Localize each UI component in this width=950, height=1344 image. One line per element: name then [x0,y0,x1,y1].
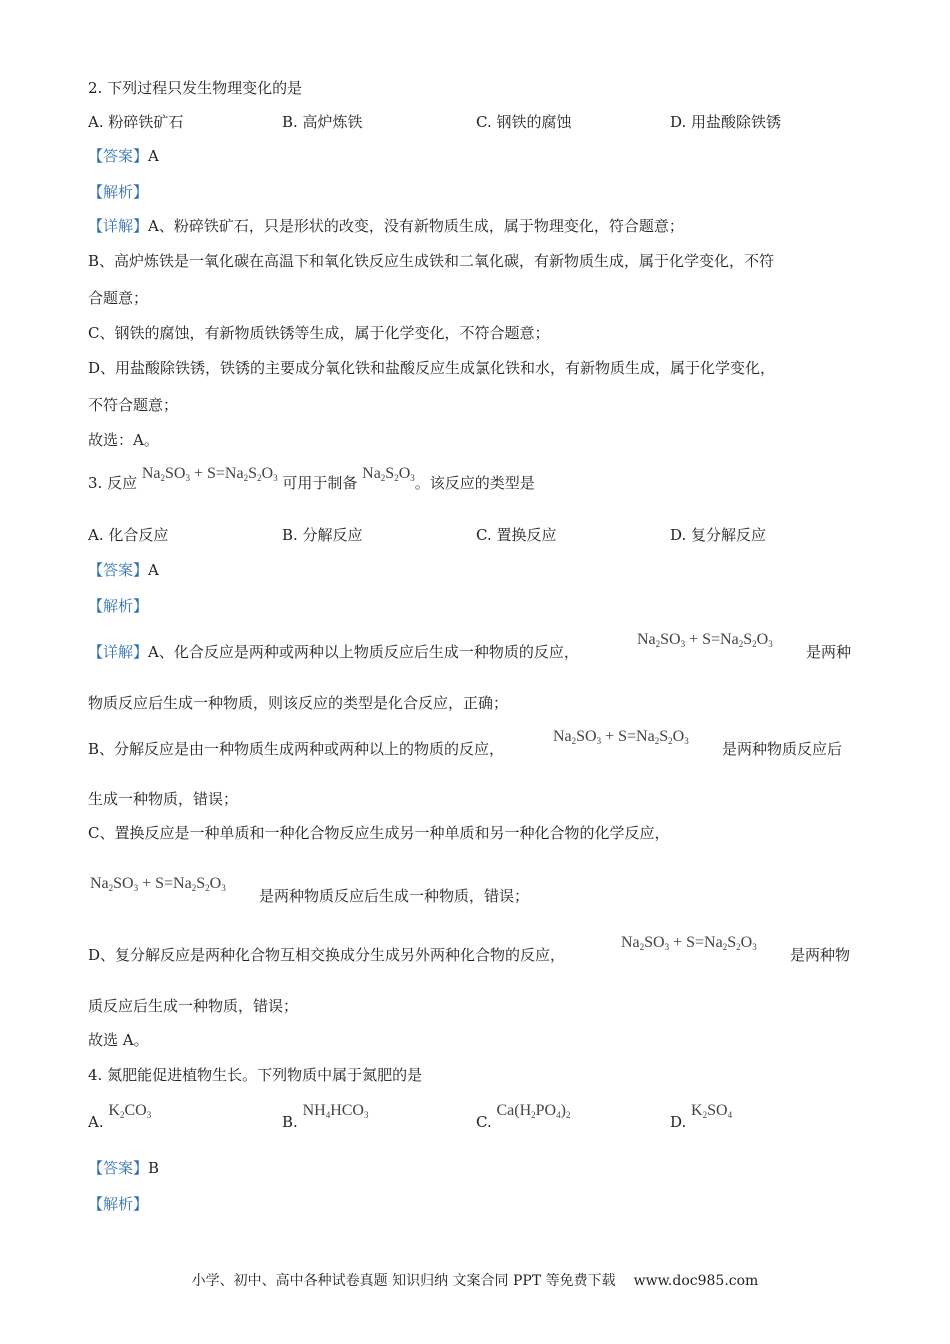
q3-detail-a1-tail: 是两种 [806,643,852,661]
chem-formula-nh4hco3: $NH_4HCO_3$ [302,1102,369,1120]
q3-option-b: B. 分解反应 [282,526,363,544]
q4-option-a: A. $K_2CO_3$ [88,1102,152,1131]
q2-option-a: A. 粉碎铁矿石 [88,113,184,131]
q2-detail-d1: D、用盐酸除铁锈，铁锈的主要成分氧化铁和盐酸反应生成氯化铁和水，有新物质生成，属于化学变化， [88,359,776,377]
q3-answer: 【答案】A [88,561,159,579]
q2-answer: 【答案】A [88,147,159,165]
chem-formula-na2so3-s-na2s2o3: $Na_2SO_3 + S=Na_2S_2O_3$ [141,465,278,483]
q2-conclusion: 故选：A。 [88,431,159,449]
q3-detail-c2-tail: 是两种物质反应后生成一种物质，错误； [259,887,530,905]
q3-stem: 3. 反应 $Na_2SO_3 + S=Na_2S_2O_3$ 可用于制备 $Na_2S_2O_3$。该反应的类型是 [88,465,535,492]
q2-detail-b1: B、高炉炼铁是一氧化碳在高温下和氧化铁反应生成铁和二氧化碳，有新物质生成，属于化学变化，不符 [88,252,775,270]
q2-detail-a: 【详解】A、粉碎铁矿石，只是形状的改变，没有新物质生成，属于物理变化，符合题意； [88,217,684,235]
q2-detail-d2: 不符合题意； [88,396,179,414]
q4-answer: 【答案】B [88,1159,160,1177]
q3-detail-a1: 【详解】A、化合反应是两种或两种以上物质反应后生成一种物质的反应， [88,643,579,661]
q2-detail-c: C、钢铁的腐蚀，有新物质铁锈等生成，属于化学变化，不符合题意； [88,324,550,342]
chem-formula-na2so3-s-na2s2o3: $Na_2SO_3 + S=Na_2S_2O_3$ [637,631,773,649]
q3-conclusion: 故选 A。 [88,1031,149,1049]
chem-formula-na2so3-s-na2s2o3: $Na_2SO_3 + S=Na_2S_2O_3$ [90,875,226,893]
chem-formula-na2s2o3: $Na_2S_2O_3$ [362,465,415,483]
q3-option-a: A. 化合反应 [88,526,169,544]
q3-detail-d1: D、复分解反应是两种化合物互相交换成分生成另外两种化合物的反应， [88,946,566,964]
chem-formula-na2so3-s-na2s2o3: $Na_2SO_3 + S=Na_2S_2O_3$ [553,728,689,746]
q4-analysis-tag: 【解析】 [88,1195,149,1213]
q4-stem: 4. 氮肥能促进植物生长。下列物质中属于氮肥的是 [88,1066,423,1084]
q3-detail-d1-tail: 是两种物 [790,946,851,964]
footer-url[interactable]: www.doc985.com [633,1273,759,1289]
q2-option-b: B. 高炉炼铁 [282,113,363,131]
q3-detail-d2: 质反应后生成一种物质，错误； [88,997,299,1015]
q3-option-c: C. 置换反应 [476,526,557,544]
q3-detail-c1: C、置换反应是一种单质和一种化合物反应生成另一种单质和另一种化合物的化学反应， [88,824,670,842]
q4-option-d: D. $K_2SO_4$ [670,1102,733,1131]
q2-option-d: D. 用盐酸除铁锈 [670,113,782,131]
q3-detail-b1: B、分解反应是由一种物质生成两种或两种以上的物质的反应， [88,740,505,758]
chem-formula-na2so3-s-na2s2o3: $Na_2SO_3 + S=Na_2S_2O_3$ [621,934,757,952]
q3-option-d: D. 复分解反应 [670,526,767,544]
q4-option-c: C. $Ca(H_2PO_4)_2$ [476,1102,571,1131]
q4-option-b: B. $NH_4HCO_3$ [282,1102,369,1131]
q2-detail-b2: 合题意； [88,289,149,307]
q3-detail-b2: 生成一种物质，错误； [88,790,239,808]
chem-formula-k2co3: $K_2CO_3$ [108,1102,152,1120]
chem-formula-k2so4: $K_2SO_4$ [691,1102,733,1120]
footer-text: 小学、初中、高中各种试卷真题 知识归纳 文案合同 PPT 等免费下载 [191,1273,616,1289]
q2-option-c: C. 钢铁的腐蚀 [476,113,572,131]
q2-stem: 2. 下列过程只发生物理变化的是 [88,79,303,97]
q3-detail-b1-tail: 是两种物质反应后 [722,740,843,758]
q2-analysis-tag: 【解析】 [88,183,149,201]
q3-analysis-tag: 【解析】 [88,597,149,615]
q3-detail-a2: 物质反应后生成一种物质，则该反应的类型是化合反应，正确； [88,694,509,712]
page-footer [0,1270,950,1290]
chem-formula-ca-h2po4-2: $Ca(H_2PO_4)_2$ [496,1102,571,1120]
